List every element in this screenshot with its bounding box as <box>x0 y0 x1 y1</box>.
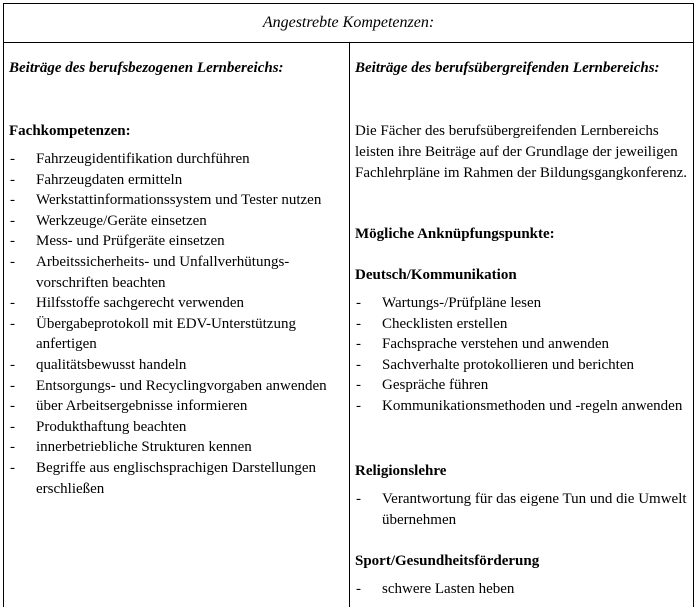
list-item <box>9 231 343 252</box>
list-item-text: über Arbeitsergebnisse informieren <box>36 398 248 415</box>
bullet-dash: - <box>356 581 361 597</box>
religion-title: Religionslehre <box>355 463 447 479</box>
bullet-dash: - <box>10 439 15 456</box>
list-item-text: Produkthaftung beachten <box>36 418 187 435</box>
bullet-dash: - <box>10 418 15 435</box>
list-item <box>9 190 343 211</box>
table-title: Angestrebte Kompetenzen: <box>262 14 435 31</box>
list-item-text: Fahrzeugidentifikation durchführen <box>36 151 250 167</box>
list-item <box>355 396 691 417</box>
list-item-text: Wartungs-/Prüfpläne lesen <box>382 295 542 311</box>
list-item <box>9 170 343 191</box>
list-item-text: Übergabeprotokoll mit EDV-Unterstützung anfertigen <box>36 315 296 353</box>
list-item <box>9 252 343 293</box>
list-item-text: Fahrzeugdaten ermitteln <box>36 171 183 188</box>
list-item <box>9 458 343 499</box>
bullet-dash: - <box>10 253 15 270</box>
bullet-dash: - <box>356 315 361 332</box>
bullet-dash: - <box>10 192 15 209</box>
list-item-text: qualitätsbewusst handeln <box>36 356 187 373</box>
fachkompetenzen-title: Fachkompetenzen: <box>9 123 131 139</box>
list-item-text: Hilfsstoffe sachgerecht verwenden <box>36 295 244 312</box>
list-item <box>355 355 691 376</box>
bullet-dash: - <box>10 377 15 394</box>
list-item <box>9 396 343 417</box>
list-item-text: Kommunikationsmethoden und -regeln anwenden <box>382 397 683 414</box>
list-item <box>9 437 343 458</box>
list-item-text: Begriffe aus englischsprachigen Darstellungen erschließen <box>36 459 317 497</box>
list-item <box>9 211 343 232</box>
list-item-text: Checklisten erstellen <box>382 315 508 332</box>
list-item <box>9 376 343 397</box>
list-item-text: Arbeitssicherheits- und Unfallverhütungsvorschriften beachten <box>36 253 290 291</box>
list-item-text: innerbetriebliche Strukturen kennen <box>36 439 252 456</box>
list-item-text: Verantwortung für das eigene Tun und die Umwelt übernehmen <box>382 491 687 528</box>
list-item <box>9 149 343 170</box>
list-item <box>355 489 691 530</box>
bullet-dash: - <box>356 491 361 507</box>
bullet-dash: - <box>356 397 361 414</box>
bullet-dash: - <box>356 295 361 311</box>
list-item-text: Werkzeuge/Geräte einsetzen <box>36 212 207 229</box>
column-divider <box>349 43 350 607</box>
list-item-text: Fachsprache verstehen und anwenden <box>382 336 609 353</box>
list-item-text: schwere Lasten heben <box>382 581 515 597</box>
list-item <box>9 293 343 314</box>
bullet-dash: - <box>10 459 15 476</box>
religion-list <box>355 489 691 530</box>
fachkompetenzen-list <box>9 149 343 499</box>
list-item <box>9 417 343 438</box>
competency-table <box>3 3 694 607</box>
list-item-text: Sachverhalte protokollieren und berichten <box>382 356 634 373</box>
list-item <box>355 293 691 314</box>
bullet-dash: - <box>10 212 15 229</box>
left-column-heading: Beiträge des berufsbezogenen Lernbereichs: <box>9 60 284 76</box>
bullet-dash: - <box>10 233 15 250</box>
right-column-heading: Beiträge des berufsübergreifenden Lernbereichs: <box>355 60 660 76</box>
list-item <box>9 314 343 355</box>
list-item <box>355 334 691 355</box>
bullet-dash: - <box>10 398 15 415</box>
deutsch-list <box>355 293 691 417</box>
deutsch-title: Deutsch/Kommunikation <box>355 267 517 283</box>
sport-title: Sport/Gesundheitsförderung <box>355 553 540 569</box>
points-title: Mögliche Anknüpfungspunkte: <box>355 226 555 242</box>
list-item-text: Gespräche führen <box>382 377 489 394</box>
bullet-dash: - <box>10 151 15 167</box>
bullet-dash: - <box>356 377 361 394</box>
list-item <box>355 375 691 396</box>
bullet-dash: - <box>356 336 361 353</box>
list-item-text: Mess- und Prüfgeräte einsetzen <box>36 233 225 250</box>
bullet-dash: - <box>10 356 15 373</box>
bullet-dash: - <box>10 171 15 188</box>
bullet-dash: - <box>356 356 361 373</box>
table-header-row <box>4 4 693 43</box>
list-item <box>355 579 691 600</box>
bullet-dash: - <box>10 315 15 332</box>
list-item <box>355 314 691 335</box>
intro-paragraph: Die Fächer des berufsübergreifenden Lernbereichs leisten ihre Beiträge auf der Grundlage der jeweiligen Fachlehrpläne im Rahmen der Bildungsgangkonferenz. <box>355 123 687 181</box>
list-item-text: Entsorgungs- und Recyclingvorgaben anwenden <box>36 377 327 394</box>
left-column <box>9 43 343 607</box>
sport-list <box>355 579 691 600</box>
list-item <box>9 355 343 376</box>
right-column <box>355 43 691 607</box>
list-item-text: Werkstattinformationssystem und Tester nutzen <box>36 192 322 209</box>
bullet-dash: - <box>10 295 15 312</box>
